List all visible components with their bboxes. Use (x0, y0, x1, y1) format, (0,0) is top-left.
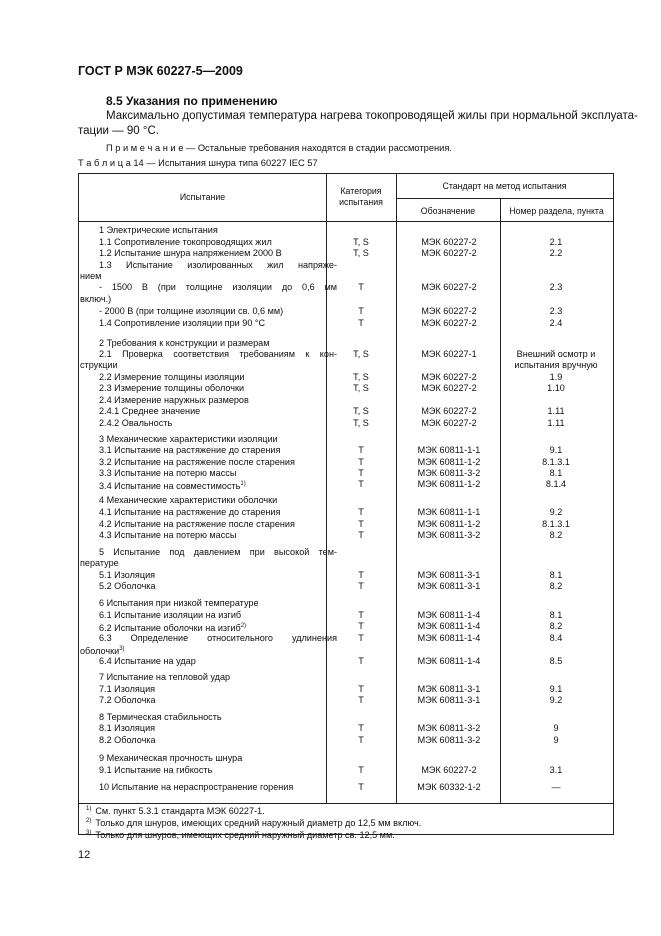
cell-test: пературе (80, 558, 119, 568)
section-paragraph-line-2: тации — 90 °С. (78, 125, 159, 137)
cell-category: T (358, 530, 364, 540)
table-row (79, 597, 613, 609)
cell-category: T (358, 570, 364, 580)
cell-test: 7.1 Изоляция (99, 684, 156, 694)
cell-test: - 2000 В (при толщине изоляции св. 0,6 мм) (99, 306, 284, 316)
cell-designation: МЭК 60811-3-2 (417, 735, 481, 745)
cell-category: T (358, 318, 364, 328)
table-row (79, 557, 613, 569)
cell-test: 3.2 Испытание на растяжение после старения (99, 457, 295, 467)
cell-section: 8.2 (549, 581, 563, 591)
table-row (79, 305, 613, 317)
cell-test: включ.) (80, 294, 112, 304)
cell-test: 6 Испытания при низкой температуре (99, 598, 259, 608)
cell-designation: МЭК 60811-3-2 (417, 468, 481, 478)
cell-test: 4 Механические характеристики оболочки (99, 495, 278, 505)
cell-test: 9 Механическая прочность шнура (99, 753, 243, 763)
cell-designation: МЭК 60811-1-4 (417, 656, 481, 666)
cell-test: 5.1 Изоляция (99, 570, 156, 580)
cell-section: 1.11 (547, 418, 565, 428)
cell-test: 6.2 Испытание оболочки на изгиб$^{2)}$ (99, 623, 247, 634)
cell-test: 4.1 Испытание на растяжение до старения (99, 507, 281, 517)
footnote-mark: 3) (86, 830, 92, 836)
cell-test: 2.4 Измерение наружных размеров (99, 395, 249, 405)
cell-category: T (358, 633, 364, 643)
cell-designation: МЭК 60811-1-2 (417, 457, 481, 467)
table-row (79, 317, 613, 329)
cell-designation: МЭК 60811-1-4 (417, 621, 481, 631)
table-caption: Т а б л и ц а 14 — Испытания шнура типа 60227 IEC 57 (78, 158, 318, 168)
cell-section: испытания вручную (514, 360, 598, 370)
footnote-mark: 2) (86, 818, 92, 824)
table-row (79, 293, 613, 305)
cell-designation: МЭК 60227-2 (421, 372, 477, 382)
header-section-number: Номер раздела, пункта (509, 206, 604, 216)
cell-test: 9.1 Испытание на гибкость (99, 765, 213, 775)
cell-section: 9 (553, 723, 559, 733)
cell-section: 1.11 (547, 406, 565, 416)
cell-category: T, S (353, 372, 369, 382)
cell-section: — (551, 782, 561, 792)
table-row (79, 506, 613, 518)
table-row (79, 643, 613, 655)
note-text: П р и м е ч а н и е — Остальные требования находятся в стадии рассмотрения. (106, 143, 452, 153)
table-row (79, 529, 613, 541)
cell-category: T (358, 656, 364, 666)
cell-category: T, S (353, 406, 369, 416)
cell-test: 2.4.1 Среднее значение (99, 406, 201, 416)
cell-category: T, S (353, 248, 369, 258)
cell-designation: МЭК 60811-1-2 (417, 479, 481, 489)
cell-category: T (358, 621, 364, 631)
cell-test: 1.3 Испытание изолированных жил напряже- (99, 260, 337, 270)
cell-test: 2.1 Проверка соответствия требованиям к кон- (99, 349, 337, 359)
cell-test: оболочки$^{3)}$ (80, 646, 125, 657)
cell-test: 4.3 Испытание на потерю массы (99, 530, 237, 540)
cell-designation: МЭК 60811-3-1 (417, 581, 481, 591)
cell-category: T, S (353, 383, 369, 393)
cell-section: 2.4 (549, 318, 563, 328)
cell-category: T (358, 581, 364, 591)
table-row (79, 694, 613, 706)
cell-designation: МЭК 60227-2 (421, 318, 477, 328)
header-test: Испытание (179, 192, 226, 202)
cell-designation: МЭК 60811-3-1 (417, 684, 481, 694)
cell-designation: МЭК 60811-1-1 (417, 507, 481, 517)
cell-test: 7 Испытание на тепловой удар (99, 672, 231, 682)
table-row (79, 247, 613, 259)
footnote-ref: 2) (240, 623, 247, 629)
cell-test: 6.1 Испытание изоляции на изгиб (99, 610, 242, 620)
cell-section: 9.1 (549, 684, 563, 694)
cell-test: нием (80, 271, 102, 281)
cell-test: - 1500 В (при толщине изоляции до 0,6 мм (99, 282, 337, 292)
cell-designation: МЭК 60227-2 (421, 406, 477, 416)
cell-test: 1.2 Испытание шнура напряжением 2000 В (99, 248, 282, 258)
cell-designation: МЭК 60811-3-1 (417, 570, 481, 580)
cell-section: 8.1.3.1 (542, 457, 570, 467)
footnote (86, 830, 395, 840)
table-row (79, 752, 613, 764)
footnote-text: Только для шнуров, имеющих средний наружный диаметр до 12,5 мм включ. (95, 818, 422, 829)
cell-test: 1 Электрические испытания (99, 225, 218, 235)
cell-designation: МЭК 60227-2 (421, 765, 477, 775)
cell-category: T (358, 468, 364, 478)
cell-section: 8.1 (549, 610, 563, 620)
cell-section: 2.1 (549, 237, 563, 247)
cell-test: 2 Требования к конструкции и размерам (99, 338, 270, 348)
cell-test: 3.1 Испытание на растяжение до старения (99, 445, 281, 455)
cell-category: T (358, 306, 364, 316)
cell-section: 8.4 (549, 633, 563, 643)
cell-section: 8.1.4 (545, 479, 567, 489)
cell-section: Внешний осмотр и (516, 349, 596, 359)
cell-test: 10 Испытание на нераспространение горения (99, 782, 294, 792)
table-row (79, 478, 613, 490)
cell-section: 8.1.3.1 (542, 519, 570, 529)
cell-section: 9.2 (549, 695, 563, 705)
table-row (79, 359, 613, 371)
cell-section: 1.9 (549, 372, 563, 382)
cell-category: T, S (353, 237, 369, 247)
cell-designation: МЭК 60811-1-4 (417, 610, 481, 620)
cell-category: T (358, 445, 364, 455)
cell-section: 8.2 (549, 530, 563, 540)
cell-category: T (358, 479, 364, 489)
cell-test: 5 Испытание под давлением при высокой тем- (99, 547, 337, 557)
page-number: 12 (78, 849, 91, 861)
cell-section: 2.3 (549, 282, 563, 292)
cell-test: 3.4 Испытание на совместимость$^{1)}$ (99, 481, 246, 492)
table-row (79, 655, 613, 667)
cell-designation: МЭК 60227-2 (421, 248, 477, 258)
cell-designation: МЭК 60332-1-2 (417, 782, 481, 792)
cell-section: 8.5 (549, 656, 563, 666)
cell-designation: МЭК 60227-2 (421, 306, 477, 316)
cell-designation: МЭК 60811-3-2 (417, 723, 481, 733)
cell-test: 2.2 Измерение толщины изоляции (99, 372, 245, 382)
cell-section: 9 (553, 735, 559, 745)
header-sub-divider (396, 198, 613, 199)
cell-test: 4.2 Испытание на растяжение после старения (99, 519, 295, 529)
footnote-text: Только для шнуров, имеющих средний наружный диаметр св. 12,5 мм. (95, 830, 395, 841)
cell-designation: МЭК 60227-1 (421, 349, 477, 359)
header-bottom-border (79, 221, 613, 222)
cell-designation: МЭК 60227-2 (421, 383, 477, 393)
footnote (86, 818, 421, 828)
cell-designation: МЭК 60811-1-4 (417, 633, 481, 643)
cell-section: 3.1 (549, 765, 563, 775)
cell-category: T (358, 610, 364, 620)
table-row (79, 281, 613, 293)
cell-section: 1.10 (547, 383, 565, 393)
cell-category: T (358, 695, 364, 705)
cell-test: 5.2 Оболочка (99, 581, 156, 591)
section-paragraph-line-1: Максимально допустимая температура нагрева токопроводящей жилы при нормальной эксплуата- (106, 110, 638, 122)
cell-designation: МЭК 60811-3-1 (417, 695, 481, 705)
cell-category: T (358, 684, 364, 694)
document-header: ГОСТ Р МЭК 60227-5—2009 (78, 64, 243, 78)
cell-section: 9.2 (549, 507, 563, 517)
cell-category: T (358, 282, 364, 292)
cell-test: 6.3 Определение относительного удлинения (99, 633, 337, 643)
cell-designation: МЭК 60811-3-2 (417, 530, 481, 540)
cell-section: 8.1 (549, 570, 563, 580)
table-row (79, 671, 613, 683)
cell-category: T (358, 457, 364, 467)
cell-category: T, S (353, 418, 369, 428)
cell-designation: МЭК 60811-1-1 (417, 445, 481, 455)
table-row (79, 781, 613, 793)
table-row (79, 620, 613, 632)
table-row (79, 224, 613, 236)
cell-test: 1.1 Сопротивление токопроводящих жил (99, 237, 272, 247)
table-row (79, 417, 613, 429)
cell-test: 2.3 Измерение толщины оболочки (99, 383, 245, 393)
table-row (79, 382, 613, 394)
cell-test: 8.1 Изоляция (99, 723, 156, 733)
table-row (79, 444, 613, 456)
footnote-text: См. пункт 5.3.1 стандарта МЭК 60227-1. (95, 806, 265, 817)
cell-designation: МЭК 60227-2 (421, 282, 477, 292)
cell-section: 9.1 (549, 445, 563, 455)
cell-category: T (358, 723, 364, 733)
header-category-line-1: Категория (340, 186, 382, 196)
cell-test: 2.4.2 Овальность (99, 418, 173, 428)
cell-designation: МЭК 60227-2 (421, 418, 477, 428)
cell-test: 8.2 Оболочка (99, 735, 156, 745)
cell-test: 6.4 Испытание на удар (99, 656, 196, 666)
cell-category: T (358, 519, 364, 529)
footnote-divider (79, 803, 613, 804)
table-row (79, 734, 613, 746)
cell-section: 8.2 (549, 621, 563, 631)
table-row (79, 494, 613, 506)
cell-designation: МЭК 60811-1-2 (417, 519, 481, 529)
cell-section: 2.3 (549, 306, 563, 316)
cell-category: T (358, 765, 364, 775)
cell-test: 8 Термическая стабильность (99, 712, 222, 722)
footnote (86, 806, 265, 816)
header-standard: Стандарт на метод испытания (442, 181, 567, 191)
header-designation: Обозначение (420, 206, 476, 216)
cell-section: 2.2 (549, 248, 563, 258)
section-title: 8.5 Указания по применению (106, 94, 278, 108)
footnote-ref: 1) (240, 481, 246, 487)
cell-test: 3 Механические характеристики изоляции (99, 434, 278, 444)
cell-test: 7.2 Оболочка (99, 695, 156, 705)
cell-test: 1.4 Сопротивление изоляции при 90 °С (99, 318, 266, 328)
cell-category: T, S (353, 349, 369, 359)
cell-test: струкции (80, 360, 118, 370)
cell-category: T (358, 782, 364, 792)
cell-test: 3.3 Испытание на потерю массы (99, 468, 237, 478)
cell-section: 8.1 (549, 468, 563, 478)
table-row (79, 405, 613, 417)
header-category-line-2: испытания (339, 197, 383, 207)
cell-designation: МЭК 60227-2 (421, 237, 477, 247)
footnote-ref: 3) (119, 646, 125, 652)
footnote-mark: 1) (86, 806, 92, 812)
table-row (79, 722, 613, 734)
table-row (79, 580, 613, 592)
cell-category: T (358, 507, 364, 517)
cell-category: T (358, 735, 364, 745)
table-row (79, 764, 613, 776)
